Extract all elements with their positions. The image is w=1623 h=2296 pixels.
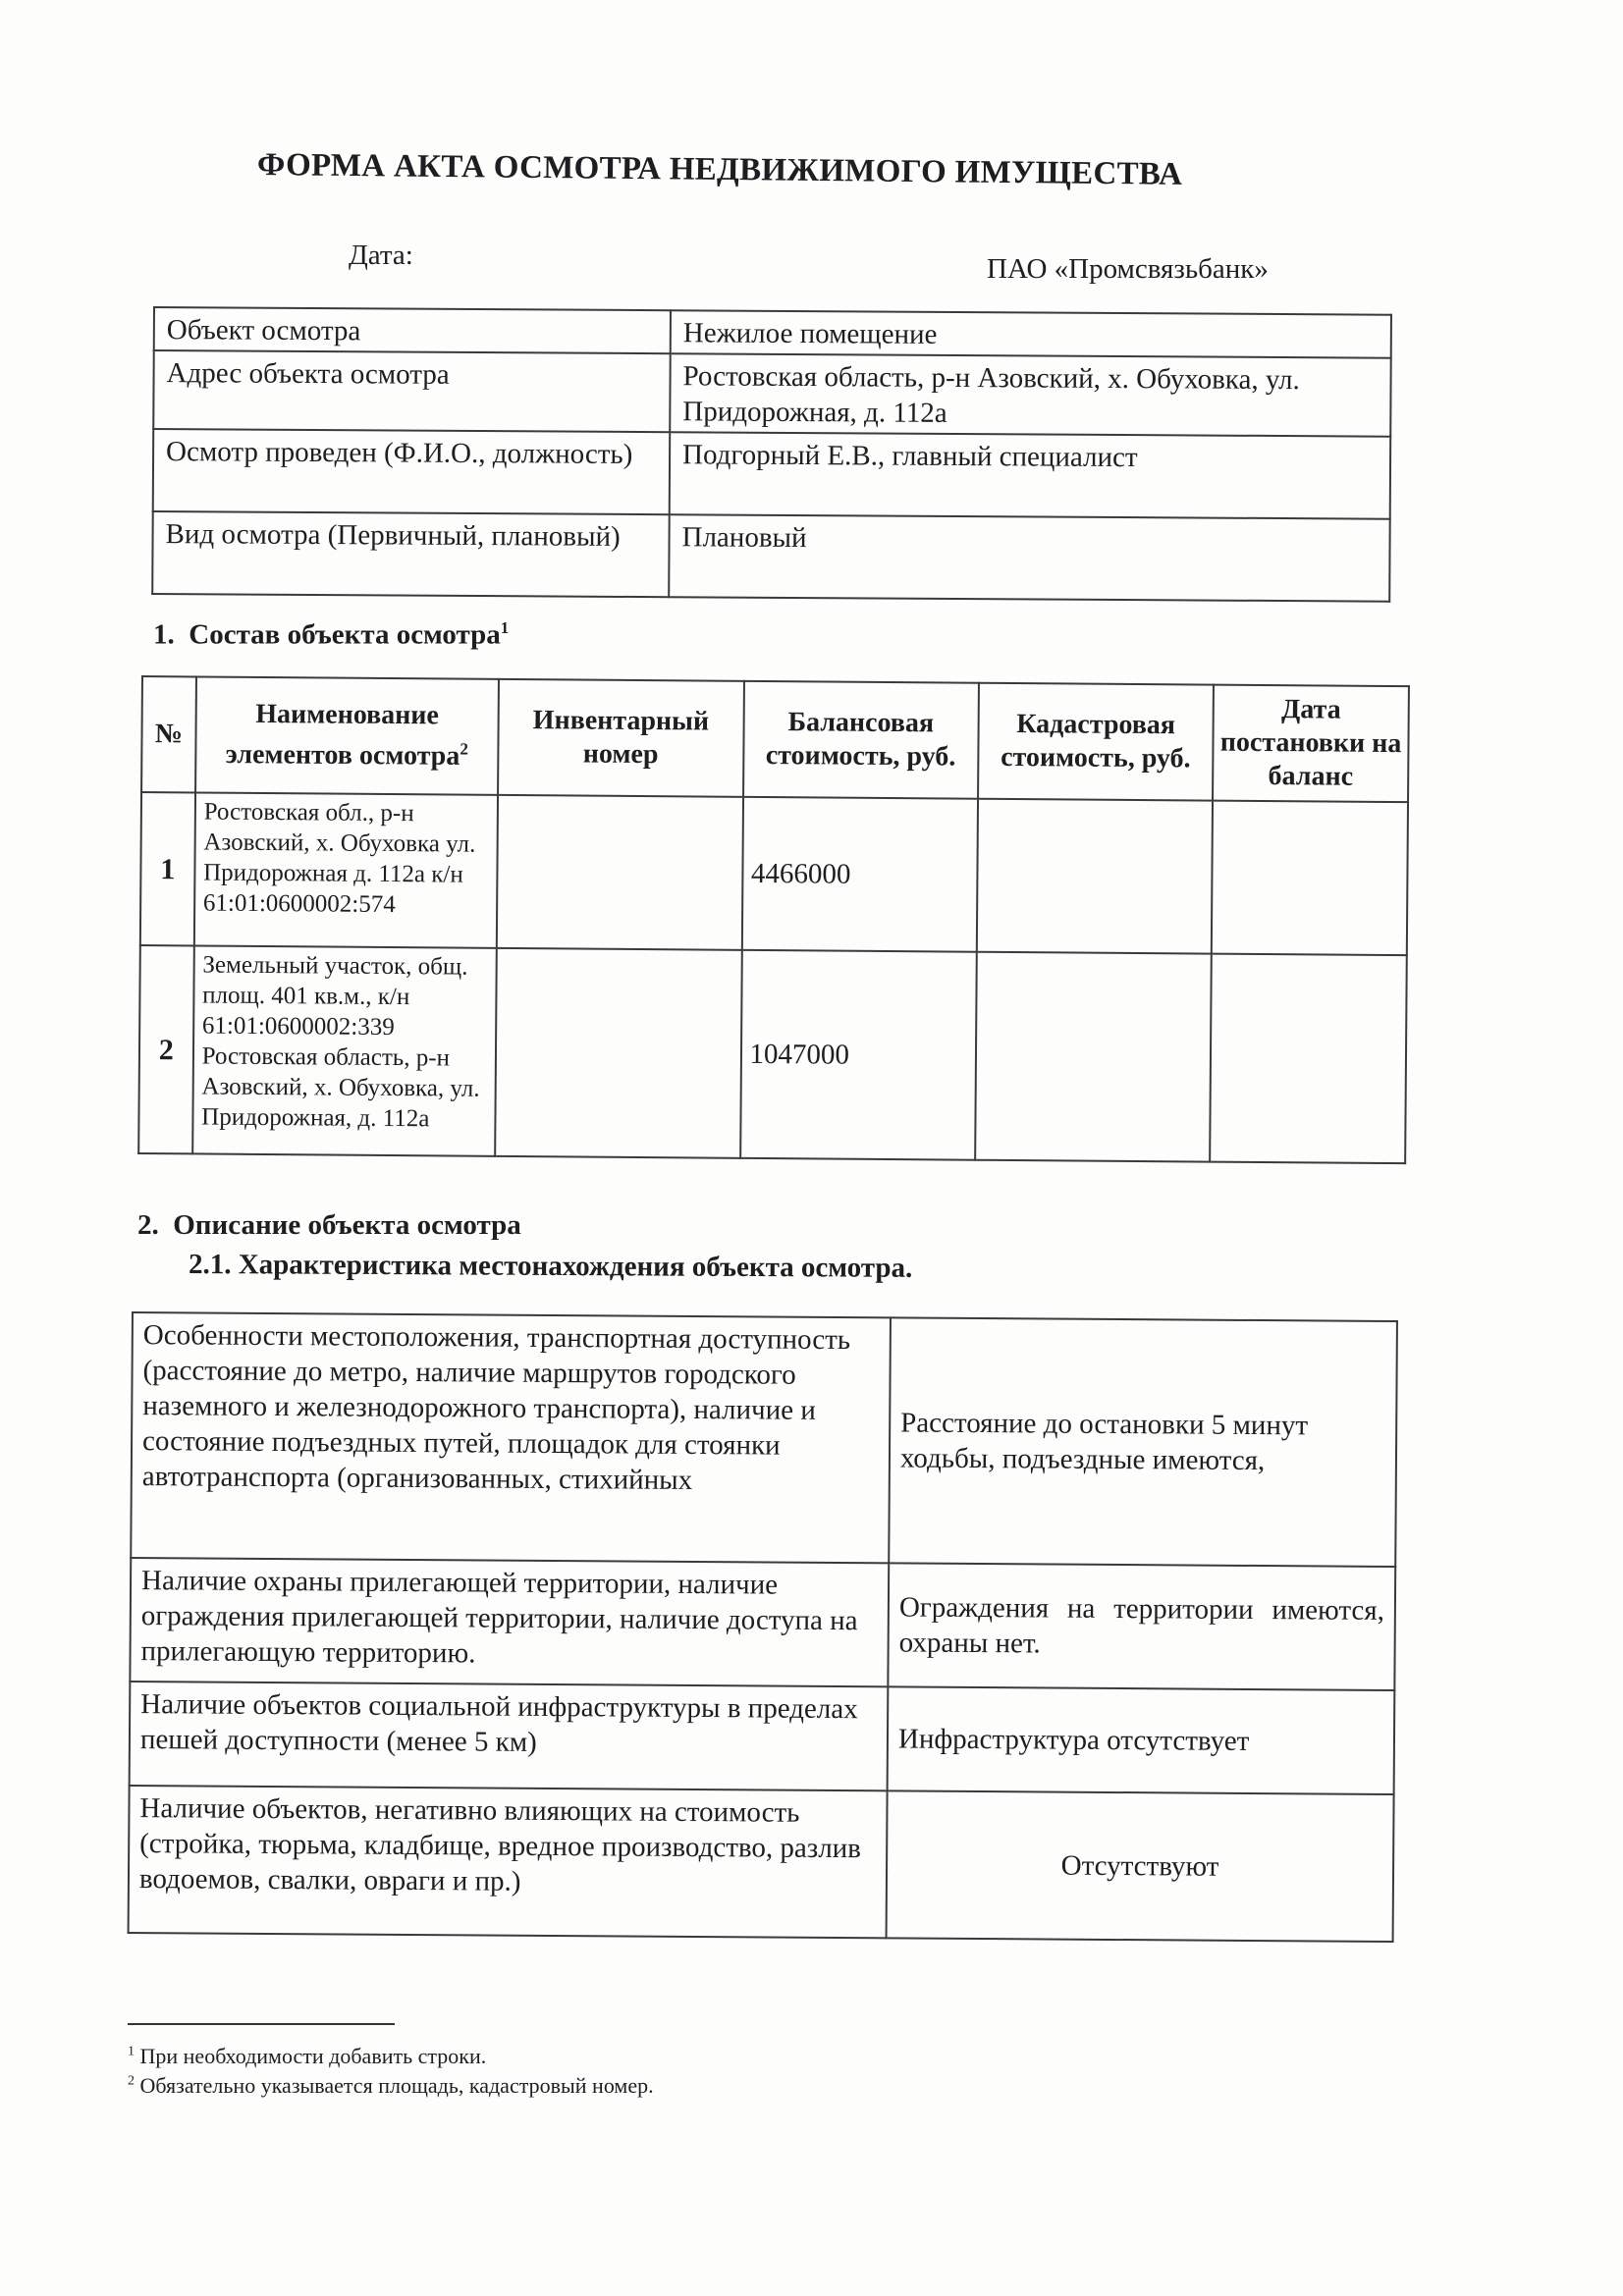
header-name [195,676,499,794]
section-number: 2. [137,1209,159,1241]
criterion: Наличие объектов, негативно влияющих на стоимость (стройка, тюрьма, кладбище, вредное производство, разлив водоемов, свалки, овраги и пр.) [129,1786,888,1938]
table-header-row [141,676,1409,802]
table-row [153,429,1390,519]
footnote-text: Обязательно указывается площадь, кадастровый номер. [139,2073,654,2098]
location-table [128,1311,1398,1943]
info-label: Вид осмотра (Первичный, плановый) [152,511,670,597]
footnote-text: При необходимости добавить строки. [139,2044,487,2068]
header-date: Дата постановки на баланс [1213,685,1409,803]
table-row [130,1558,1395,1690]
footnote-mark: 2 [128,2073,135,2089]
table-row [129,1786,1394,1942]
table-row [138,945,1407,1163]
balance-date [1210,954,1406,1164]
balance-value: 4466000 [741,797,978,952]
footnote-ref: 1 [500,618,510,637]
footnote-ref: 2 [460,739,468,759]
header-name-text: Наименование элементов осмотра [225,699,460,773]
info-value: Плановый [669,514,1389,601]
header-num: № [141,676,196,792]
assessment: Расстояние до остановки 5 минут ходьбы, подъездные имеются, [889,1317,1397,1567]
element-name: Ростовская обл., р-н Азовский, х. Обуховка ул. Придорожная д. 112а к/н 61:01:0600002:574 [194,792,499,947]
section-2-1-heading [189,1249,912,1285]
footnote [128,2073,654,2099]
info-value: Ростовская область, р-н Азовский, х. Обуховка, ул. Придорожная, д. 112а [670,353,1390,436]
date-label: Дата: [349,240,413,271]
inspection-info-table [151,306,1392,603]
table-row [140,792,1408,955]
header-balance: Балансовая стоимость, руб. [743,681,979,799]
footnote-mark: 1 [128,2044,135,2059]
balance-date [1212,801,1408,956]
header-inventory: Инвентарный номер [498,679,743,797]
section-title: Описание объекта осмотра [173,1209,521,1241]
footnote-divider [128,2023,395,2025]
criterion: Наличие охраны прилегающей территории, наличие ограждения прилегающей территории, наличие доступа на прилегающую территорию. [130,1558,889,1686]
bank-name: ПАО «Промсвязьбанк» [987,253,1269,285]
table-row [130,1682,1395,1794]
info-label: Осмотр проведен (Ф.И.О., должность) [153,429,671,514]
inventory-number [497,795,743,950]
criterion: Особенности местоположения, транспортная доступность (расстояние до метро, наличие маршрутов городского наземного и железнодорожного транспорта), наличие и состояние подъездных путей, площадок для стоянки автотранспорта (организованных, стихийных [131,1312,891,1563]
row-number: 1 [140,792,195,945]
table-row [131,1312,1397,1567]
balance-value: 1047000 [740,950,977,1160]
info-value: Подгорный Е.В., главный специалист [670,432,1390,518]
table-row [153,350,1390,437]
assessment: Инфраструктура отсутствует [888,1686,1395,1794]
info-label: Объект осмотра [154,307,671,353]
document-title: ФОРМА АКТА ОСМОТРА НЕДВИЖИМОГО ИМУЩЕСТВА [256,147,1183,192]
section-1-heading [153,618,509,652]
table-row [154,307,1391,358]
info-value: Нежилое помещение [671,310,1391,357]
section-number: 1. [153,618,175,651]
cadastral-value [977,799,1214,954]
subsection-title: Характеристика местонахождения объекта осмотра. [238,1249,913,1284]
info-label: Адрес объекта осмотра [153,350,670,432]
subsection-number: 2.1. [188,1249,232,1281]
row-number: 2 [138,945,193,1153]
table-row [152,511,1389,602]
inventory-number [495,948,741,1158]
assessment: Ограждения на территории имеются, охраны нет. [888,1563,1395,1690]
header-cadastral: Кадастровая стоимость, руб. [978,683,1214,801]
cadastral-value [975,952,1212,1162]
section-title: Состав объекта осмотра [189,618,501,651]
criterion: Наличие объектов социальной инфраструктуры в пределах пешей доступности (менее 5 км) [130,1682,889,1790]
composition-table [137,675,1410,1164]
element-name: Земельный участок, общ. площ. 401 кв.м., к/н 61:01:0600002:339 Ростовская область, р-н Азовский, х. Обуховка, ул. Придорожная, д. 112а [192,945,497,1155]
assessment: Отсутствуют [887,1790,1394,1942]
section-2-heading [137,1209,521,1242]
footnote [128,2044,486,2069]
